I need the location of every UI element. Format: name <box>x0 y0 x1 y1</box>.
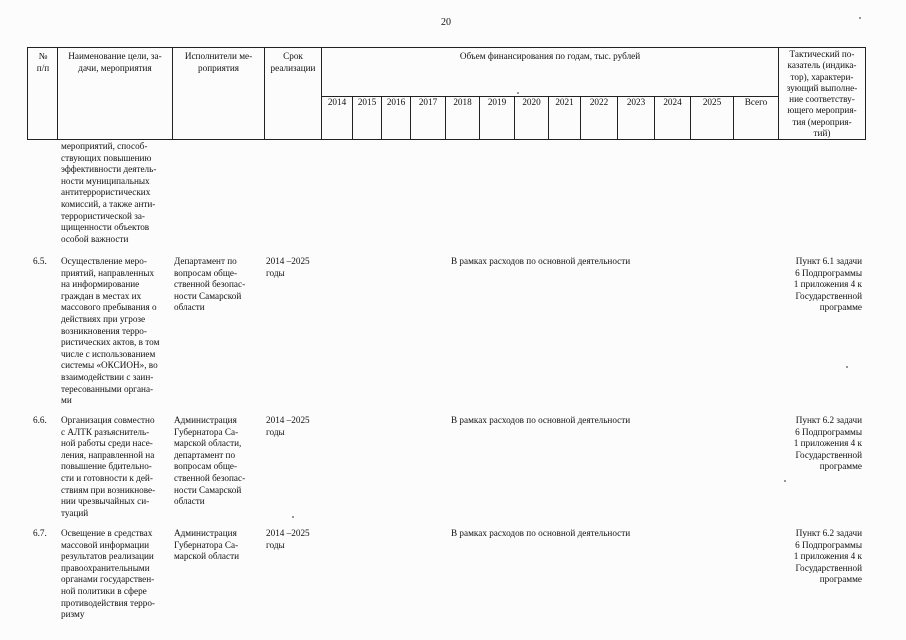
year-header: 2024 <box>663 97 682 107</box>
row-name: Осуществление меро- приятий, направленных на информирование граждан в местах их массового пребывания о действиях при угрозе возникновения терро- ристических актов, в том числе с использованием системы «ОКСИОН», во взаимодействии с заин- тересованными органа- ми <box>61 256 160 406</box>
year-header: 2022 <box>589 97 609 107</box>
year-header: 2018 <box>453 97 472 107</box>
year-header: 2019 <box>487 97 507 107</box>
row-name: Организация совместно с АЛТК разъяснитель- ной работы среди насе- ления, направленной на повышение бдительно- сти и готовности к дей- ствиям при возникнове- нии чрезвычайных си- туаций <box>61 415 156 518</box>
row-financing: В рамках расходов по основной деятельности <box>451 256 631 266</box>
row-term: 2014 –2025 годы <box>266 415 310 437</box>
row-executors: Администрация Губернатора Са- марской области <box>174 528 240 562</box>
header-term: Срок реализации <box>270 51 316 73</box>
row-term: 2014 –2025 годы <box>266 528 310 550</box>
header-indicator: Тактический по- казатель (индика- тор), характери- зующий выполне- ние соответству- ющего мероприя- тия (мероприя- тий) <box>786 49 858 139</box>
row-number: 6.5. <box>33 256 47 266</box>
row-executors: Администрация Губернатора Са- марской области, департамент по вопросам обще- ственной безопас- ности Самарской области <box>174 415 246 507</box>
year-header: Всего <box>744 97 768 107</box>
header-name: Наименование цели, за- дачи, мероприятия <box>68 51 162 73</box>
scan-speck <box>292 516 294 518</box>
row-name: мероприятий, способ- ствующих повышению эффективности деятель- ности муниципальных антитеррористических комиссий, а также анти- террористической за- щищенности объектов особой важности <box>61 141 157 244</box>
row-executors: Департамент по вопросам обще- ственной безопас- ности Самарской области <box>174 256 246 313</box>
row-name: Освещение в средствах массовой информации результатов реализации правоохранительными органами государствен- ной политики в сфере противодействия терро- ризму <box>61 528 155 620</box>
row-number: 6.6. <box>33 415 47 425</box>
year-header: 2015 <box>357 97 377 107</box>
row-indicator: Пункт 6.2 задачи 6 Подпрограммы 1 приложения 4 к Государственной программе <box>793 528 862 585</box>
year-header: 2021 <box>555 97 574 107</box>
header-executors: Исполнители ме- роприятия <box>184 51 253 73</box>
header-financing: Объем финансирования по годам, тыс. рублей <box>459 51 641 61</box>
scan-speck <box>846 366 848 368</box>
row-financing: В рамках расходов по основной деятельности <box>451 528 631 538</box>
scan-speck <box>859 17 861 19</box>
row-financing: В рамках расходов по основной деятельности <box>451 415 631 425</box>
row-term: 2014 –2025 годы <box>266 256 310 278</box>
scan-speck <box>784 480 786 482</box>
scan-speck <box>517 92 519 94</box>
page-number: 20 <box>441 17 451 28</box>
row-indicator: Пункт 6.2 задачи 6 Подпрограммы 1 приложения 4 к Государственной программе <box>793 415 862 472</box>
row-number: 6.7. <box>33 528 47 538</box>
year-header: 2020 <box>522 97 541 107</box>
row-indicator: Пункт 6.1 задачи 6 Подпрограммы 1 приложения 4 к Государственной программе <box>793 256 862 313</box>
year-header: 2025 <box>702 97 722 107</box>
header-num: № п/п <box>36 51 50 73</box>
year-header: 2014 <box>327 97 347 107</box>
year-header: 2017 <box>418 97 438 107</box>
year-header: 2023 <box>626 97 646 107</box>
year-header: 2016 <box>386 97 406 107</box>
